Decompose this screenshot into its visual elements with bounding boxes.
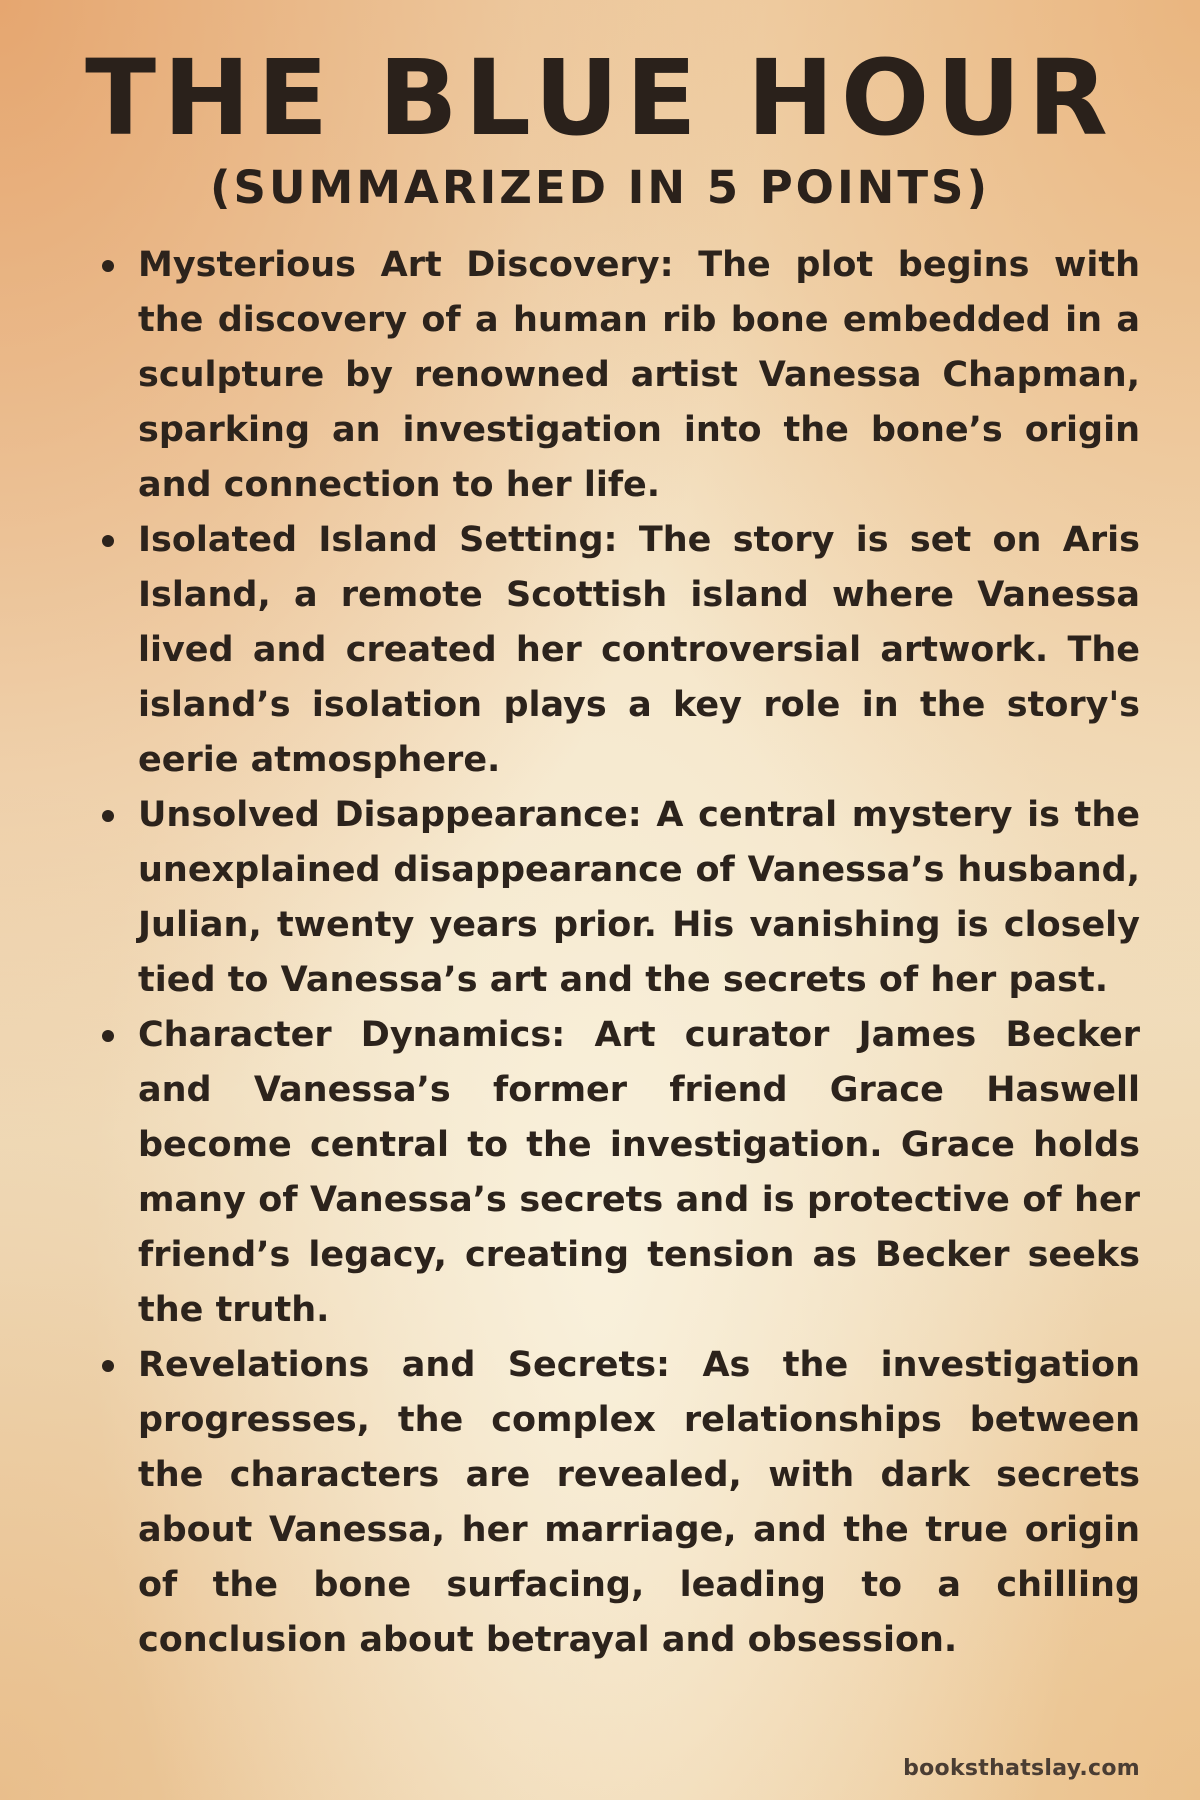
page-title: THE BLUE HOUR: [85, 37, 1115, 159]
summary-point-text: Mysterious Art Discovery: The plot begins with the discovery of a human rib bone embedded in a sculpture by renowned artist Vanessa Chapman, sparking an investigation into the bone’s origin and connection to her life.: [138, 245, 1140, 505]
summary-point-1: [100, 238, 1140, 513]
bullet-icon: [102, 260, 114, 272]
summary-point-5: [100, 1338, 1140, 1668]
summary-point-text: Character Dynamics: Art curator James Becker and Vanessa’s former friend Grace Haswell become central to the investigation. Grace holds many of Vanessa’s secrets and is protective of her friend’s legacy, creating tension as Becker seeks the truth.: [138, 1015, 1140, 1330]
summary-point-text: Isolated Island Setting: The story is set on Aris Island, a remote Scottish island where Vanessa lived and created her controversial artwork. The island’s isolation plays a key role in the story's eerie atmosphere.: [138, 520, 1140, 780]
bullet-icon: [102, 1360, 114, 1372]
site-credit: booksthatslay.com: [903, 1756, 1140, 1781]
summary-point-text: Unsolved Disappearance: A central mystery is the unexplained disappearance of Vanessa’s husband, Julian, twenty years prior. His vanishing is closely tied to Vanessa’s art and the secrets of her past.: [138, 795, 1140, 1000]
page-subtitle: (SUMMARIZED IN 5 POINTS): [209, 161, 991, 214]
bullet-icon: [102, 1030, 114, 1042]
bullet-icon: [102, 810, 114, 822]
summary-point-4: [100, 1008, 1140, 1338]
summary-points-list: [100, 238, 1140, 1668]
summary-point-text: Revelations and Secrets: As the investigation progresses, the complex relationships between the characters are revealed, with dark secrets about Vanessa, her marriage, and the true origin of the bone surfacing, leading to a chilling conclusion about betrayal and obsession.: [138, 1345, 1140, 1660]
bullet-icon: [102, 535, 114, 547]
summary-point-3: [100, 788, 1140, 1008]
summary-point-2: [100, 513, 1140, 788]
